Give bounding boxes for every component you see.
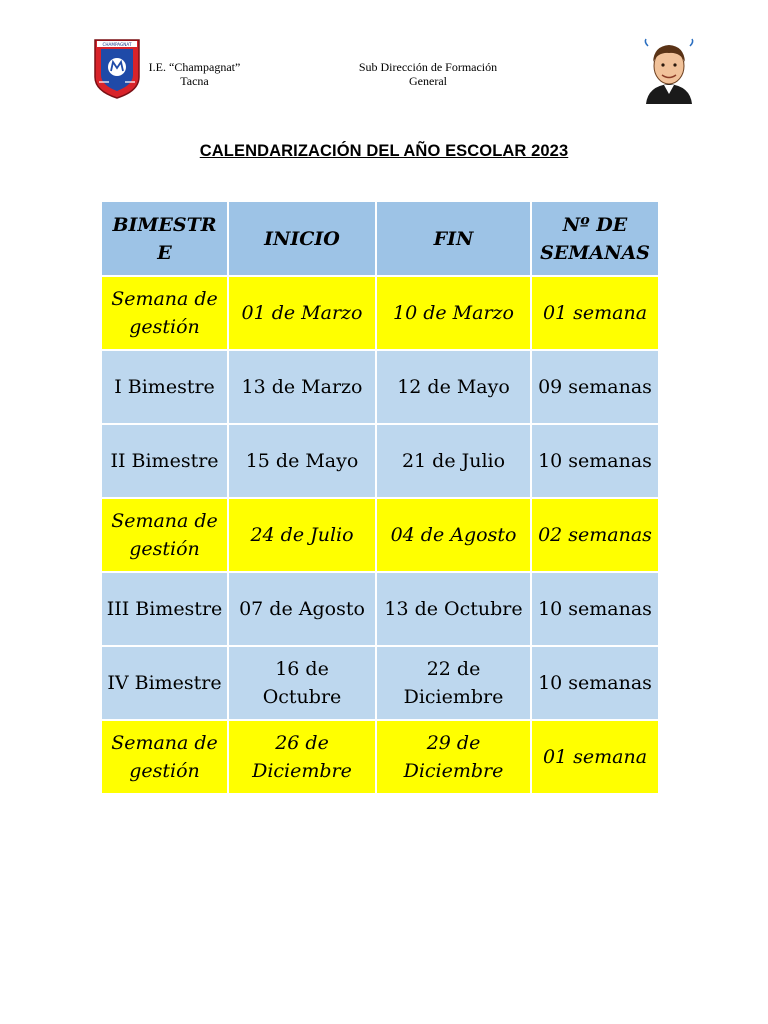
cell-inicio: 24 de Julio [228,498,376,572]
cell-inicio: 16 de Octubre [228,646,376,720]
school-name-line1: I.E. “Champagnat” [148,60,241,74]
department-line2: General [409,74,447,88]
school-crest-logo [93,37,141,99]
column-header-fin: FIN [376,201,531,276]
cell-bimestre: II Bimestre [101,424,228,498]
department-line1: Sub Dirección de Formación [358,60,498,74]
table-header-row [101,201,659,276]
cell-inicio: 26 de Diciembre [228,720,376,794]
cell-fin: 22 de Diciembre [376,646,531,720]
cell-fin: 04 de Agosto [376,498,531,572]
cell-fin: 13 de Octubre [376,572,531,646]
column-header-bimestre: BIMESTR E [101,201,228,276]
table-row [101,646,659,720]
crest-caption: CHAMPAGNAT [102,42,132,47]
cell-bimestre: Semana de gestión [101,276,228,350]
table-row [101,498,659,572]
cell-semanas: 10 semanas [531,424,659,498]
department-name [338,60,518,88]
table-row [101,720,659,794]
cell-inicio: 07 de Agosto [228,572,376,646]
table-row [101,350,659,424]
table-row [101,424,659,498]
calendar-table [100,200,660,795]
cell-fin: 29 de Diciembre [376,720,531,794]
cell-semanas: 01 semana [531,720,659,794]
cell-fin: 12 de Mayo [376,350,531,424]
cell-semanas: 01 semana [531,276,659,350]
cell-bimestre: Semana de gestión [101,720,228,794]
table-row [101,276,659,350]
cell-semanas: 10 semanas [531,572,659,646]
column-header-semanas: Nº DE SEMANAS [531,201,659,276]
school-name [142,60,247,88]
cell-inicio: 15 de Mayo [228,424,376,498]
cell-inicio: 01 de Marzo [228,276,376,350]
table-row [101,572,659,646]
page-title: CALENDARIZACIÓN DEL AÑO ESCOLAR 2023 [199,142,569,160]
cell-bimestre: Semana de gestión [101,498,228,572]
column-header-inicio: INICIO [228,201,376,276]
cell-fin: 21 de Julio [376,424,531,498]
cell-fin: 10 de Marzo [376,276,531,350]
cell-bimestre: I Bimestre [101,350,228,424]
founder-portrait-image [640,38,698,104]
cell-bimestre: IV Bimestre [101,646,228,720]
school-name-line2: Tacna [180,74,209,88]
cell-semanas: 02 semanas [531,498,659,572]
cell-bimestre: III Bimestre [101,572,228,646]
cell-semanas: 09 semanas [531,350,659,424]
cell-semanas: 10 semanas [531,646,659,720]
cell-inicio: 13 de Marzo [228,350,376,424]
